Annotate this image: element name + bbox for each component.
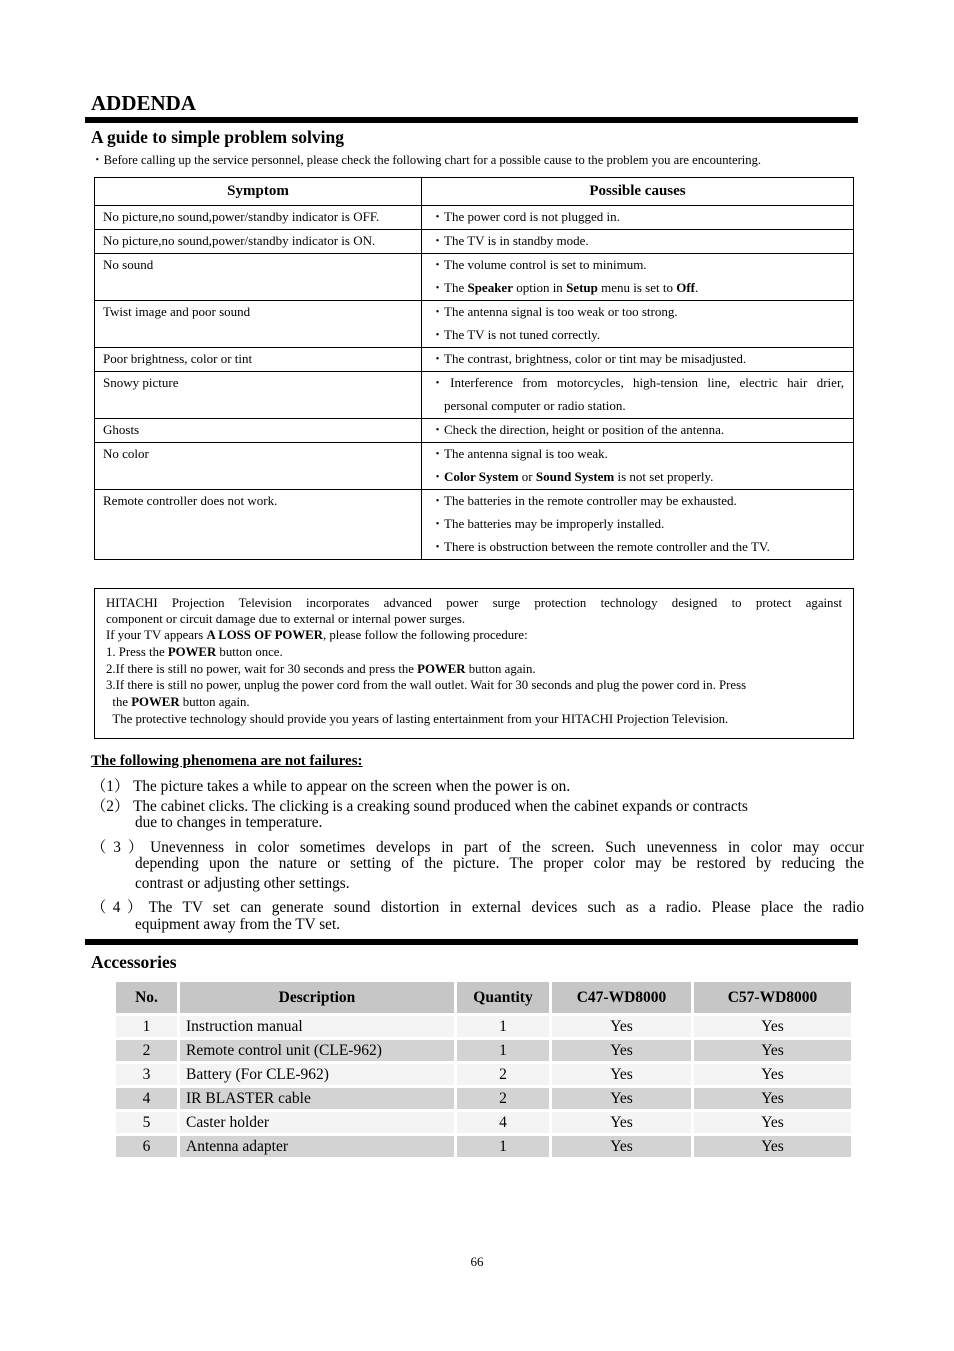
accessories-table [113,979,854,1160]
accessories-cell: 5 [116,1112,177,1133]
table-row [95,372,854,419]
symptom-cell [95,419,422,443]
cause-text: ・The Speaker option in Setup menu is set to Off. [431,280,699,295]
symptom-text: Ghosts [103,422,140,437]
cause-text: ・The volume control is set to minimum. [431,257,647,272]
accessories-header: Quantity [457,982,549,1013]
cause-text: ・The batteries in the remote controller may be exhausted. [431,493,737,508]
accessories-cell: 1 [457,1136,549,1157]
table-row [95,254,854,301]
cause-text: ・The batteries may be improperly installed. [431,516,665,531]
causes-cell [422,490,854,560]
accessories-title: Accessories [91,952,177,972]
accessories-cell: Yes [694,1064,851,1085]
section-divider [85,939,858,945]
cause-text: ・The contrast, brightness, color or tint may be misadjusted. [431,351,747,366]
causes-cell [422,301,854,348]
symptom-cell [95,301,422,348]
accessories-cell: Antenna adapter [180,1136,454,1157]
table-row [116,1040,851,1061]
table-row [95,443,854,490]
causes-cell [422,419,854,443]
cause-text: ・The TV is not tuned correctly. [431,327,601,342]
accessories-cell: Yes [552,1040,691,1061]
symptom-text: No sound [103,257,154,272]
cause-text: ・There is obstruction between the remote controller and the TV. [431,539,770,554]
causes-cell [422,348,854,372]
causes-cell [422,230,854,254]
phenomenon-line: due to changes in temperature. [135,814,323,831]
page-title: ADDENDA [91,91,196,115]
table-row [116,1064,851,1085]
table-row [95,301,854,348]
title-divider [85,117,858,123]
notice-line: If your TV appears A LOSS OF POWER, please follow the following procedure: [106,628,528,642]
phenomenon-line: depending upon the nature or setting of the picture. The proper color may be restored by reducing the [135,855,864,872]
symptom-header: Symptom [95,178,422,206]
symptom-text: No color [103,446,149,461]
causes-cell [422,206,854,230]
cause-text: ・The TV is in standby mode. [431,233,589,248]
accessories-cell: Yes [552,1112,691,1133]
causes-cell [422,372,854,419]
symptom-cell [95,230,422,254]
notice-line: 2.If there is still no power, wait for 30 seconds and press the POWER button again. [106,662,536,676]
symptom-cell [95,372,422,419]
phenomenon-line: contrast or adjusting other settings. [135,875,350,892]
causes-cell [422,443,854,490]
accessories-cell: 1 [457,1040,549,1061]
phenomena-heading: The following phenomena are not failures: [91,753,363,769]
accessories-cell: Yes [694,1088,851,1109]
accessories-cell: Battery (For CLE-962) [180,1064,454,1085]
accessories-cell: Yes [694,1016,851,1037]
accessories-cell: Yes [552,1136,691,1157]
section-title: A guide to simple problem solving [91,127,344,147]
problem-table [94,177,854,560]
accessories-cell: 1 [457,1016,549,1037]
notice-line: 3.If there is still no power, unplug the power cord from the wall outlet. Wait for 30 seconds and plug the power cord in. Press [106,678,747,692]
notice-line: the POWER button again. [106,695,250,709]
accessories-cell: Instruction manual [180,1016,454,1037]
accessories-header: Description [180,982,454,1013]
intro-text: ・Before calling up the service personnel, please check the following chart for a possible cause to the problem you are encountering. [91,153,762,167]
symptom-cell [95,254,422,301]
causes-cell [422,254,854,301]
table-row [95,490,854,560]
accessories-cell: 3 [116,1064,177,1085]
table-row [95,206,854,230]
accessories-cell: IR BLASTER cable [180,1088,454,1109]
accessories-cell: 4 [457,1112,549,1133]
accessories-header: C47-WD8000 [552,982,691,1013]
cause-text: ・The antenna signal is too weak. [431,446,608,461]
table-row [116,1112,851,1133]
accessories-cell: 2 [457,1088,549,1109]
table-row [95,348,854,372]
notice-line: HITACHI Projection Television incorporates advanced power surge protection technology designed to protect against [106,596,842,610]
table-row [95,419,854,443]
symptom-text: Poor brightness, color or tint [103,351,253,366]
accessories-cell: 1 [116,1016,177,1037]
cause-text: personal computer or radio station. [431,398,626,413]
accessories-cell: Yes [552,1064,691,1085]
table-row [116,1136,851,1157]
accessories-cell: Remote control unit (CLE-962) [180,1040,454,1061]
symptom-cell [95,348,422,372]
accessories-cell: Caster holder [180,1112,454,1133]
causes-header: Possible causes [422,178,854,206]
accessories-cell: Yes [552,1088,691,1109]
symptom-text: No picture,no sound,power/standby indicator is OFF. [103,209,380,224]
cause-text: ・Check the direction, height or position of the antenna. [431,422,725,437]
symptom-text: No picture,no sound,power/standby indicator is ON. [103,233,376,248]
accessories-header: No. [116,982,177,1013]
cause-text: ・The power cord is not plugged in. [431,209,620,224]
accessories-cell: 6 [116,1136,177,1157]
accessories-cell: 2 [116,1040,177,1061]
notice-line: component or circuit damage due to external or internal power surges. [106,612,466,626]
notice-line: 1. Press the POWER button once. [106,645,283,659]
symptom-cell [95,443,422,490]
phenomenon-line: （3）Unevenness in color sometimes develops in part of the screen. Such unevenness in color may occur [91,839,864,856]
cause-text: ・Interference from motorcycles, high-tension line, electric hair drier, [431,375,844,390]
accessories-cell: Yes [694,1112,851,1133]
symptom-text: Twist image and poor sound [103,304,251,319]
phenomenon-line: （4）The TV set can generate sound distortion in external devices such as a radio. Please place the radio [91,899,864,916]
table-row [116,1088,851,1109]
accessories-cell: 4 [116,1088,177,1109]
symptom-cell [95,490,422,560]
symptom-cell [95,206,422,230]
power-surge-notice [94,588,854,739]
phenomenon-line: equipment away from the TV set. [135,916,341,933]
accessories-cell: 2 [457,1064,549,1085]
phenomenon-line: （2） The cabinet clicks. The clicking is a creaking sound produced when the cabinet expands or contracts [91,798,748,815]
accessories-cell: Yes [694,1136,851,1157]
accessories-cell: Yes [552,1016,691,1037]
accessories-header: C57-WD8000 [694,982,851,1013]
cause-text: ・Color System or Sound System is not set properly. [431,469,714,484]
symptom-text: Remote controller does not work. [103,493,278,508]
cause-text: ・The antenna signal is too weak or too strong. [431,304,678,319]
phenomenon-line: （1） The picture takes a while to appear on the screen when the power is on. [91,778,571,795]
table-row [95,230,854,254]
page-number: 66 [470,1254,484,1269]
symptom-text: Snowy picture [103,375,179,390]
notice-line: The protective technology should provide you years of lasting entertainment from your HITACHI Projection Television. [106,712,729,726]
accessories-cell: Yes [694,1040,851,1061]
table-row [116,1016,851,1037]
